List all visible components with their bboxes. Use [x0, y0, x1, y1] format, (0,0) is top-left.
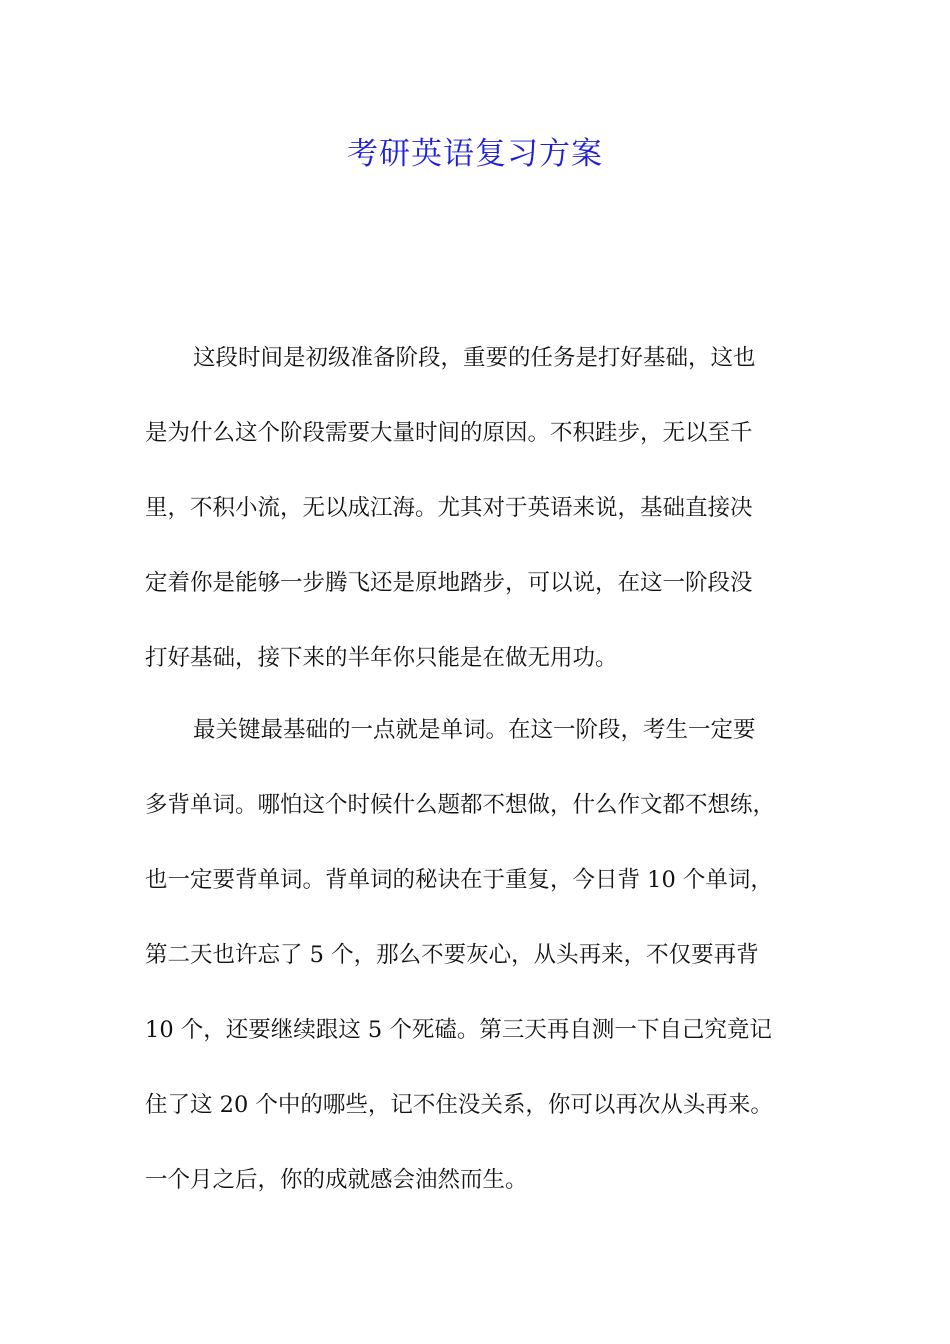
paragraph-line: 也一定要背单词。背单词的秘诀在于重复，今日背 10 个单词， [145, 867, 773, 893]
paragraph-line: 定着你是能够一步腾飞还是原地踏步，可以说，在这一阶段没 [145, 570, 753, 596]
paragraph-line: 是为什么这个阶段需要大量时间的原因。不积跬步，无以至千 [145, 420, 753, 446]
paragraph-line: 里，不积小流，无以成江海。尤其对于英语来说，基础直接决 [145, 495, 753, 521]
paragraph-line: 多背单词。哪怕这个时候什么题都不想做，什么作文都不想练， [145, 792, 776, 818]
paragraph-line: 打好基础，接下来的半年你只能是在做无用功。 [145, 645, 618, 671]
paragraph-line: 10 个，还要继续跟这 5 个死磕。第三天再自测一下自己究竟记 [145, 1017, 772, 1043]
paragraph-line: 住了这 20 个中的哪些，记不住没关系，你可以再次从头再来。 [145, 1092, 773, 1118]
paragraph-line: 这段时间是初级准备阶段，重要的任务是打好基础，这也 [193, 345, 756, 371]
paragraph-line: 最关键最基础的一点就是单词。在这一阶段，考生一定要 [193, 717, 756, 743]
paragraph-line: 一个月之后，你的成就感会油然而生。 [145, 1167, 528, 1193]
document-title: 考研英语复习方案 [347, 136, 603, 172]
paragraph-line: 第二天也许忘了 5 个，那么不要灰心，从头再来，不仅要再背 [145, 942, 759, 968]
